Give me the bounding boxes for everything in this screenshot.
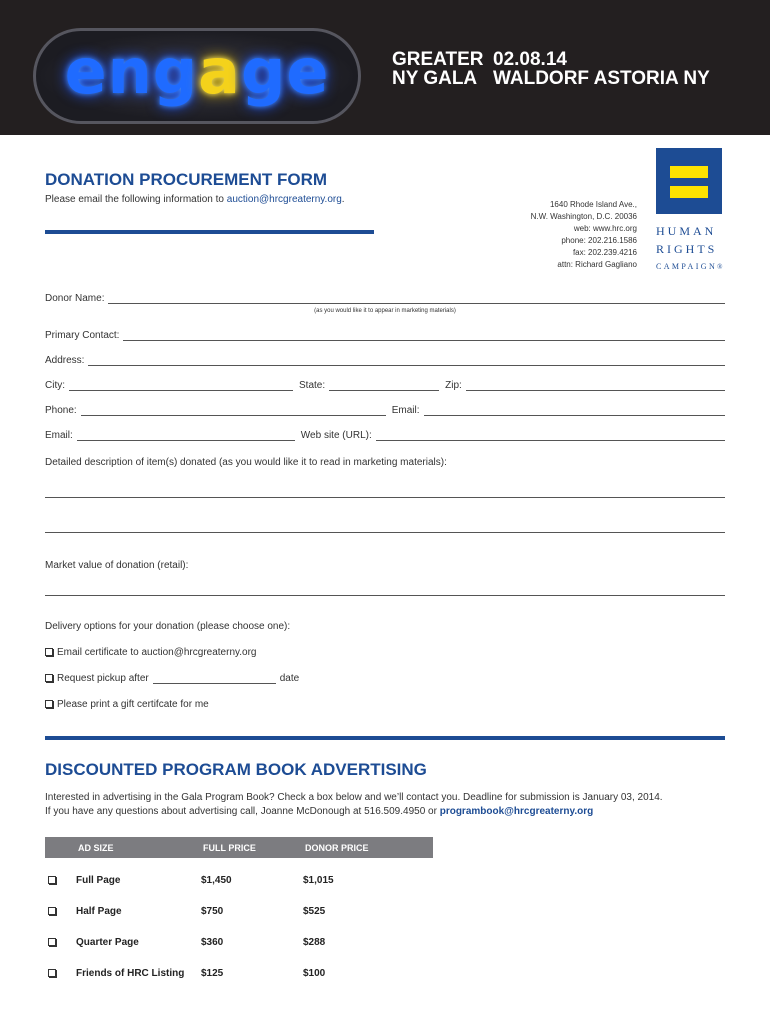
apple-icon: a [198,35,241,108]
checkbox-icon[interactable] [45,674,53,682]
gala-line2-col1: NY GALA [392,68,478,89]
delivery-option-pickup[interactable]: Request pickup after date [45,673,299,684]
email-field[interactable] [77,431,295,441]
checkbox-icon[interactable] [45,648,53,656]
market-value-label: Market value of donation (retail): [45,560,189,571]
donor-price: $1,015 [303,875,334,886]
section-divider [45,736,725,740]
delivery-option-print[interactable]: Please print a gift certifcate for me [45,699,209,710]
checkbox-icon[interactable] [48,876,56,884]
full-price: $360 [201,937,224,948]
state-label: State: [299,380,326,391]
full-price: $750 [201,906,224,917]
description-field-line-1[interactable] [45,497,725,498]
zip-label: Zip: [445,380,462,391]
ad-size: Quarter Page [76,937,139,948]
gala-date: 02.08.14 [493,49,567,70]
header-ad-size: AD SIZE [78,843,114,853]
donation-intro: Please email the following information to auction@hrcgreaterny.org. [45,194,345,205]
ad-size: Friends of HRC Listing [76,968,185,979]
checkbox-icon[interactable] [48,907,56,915]
primary-contact-label: Primary Contact: [45,330,120,341]
table-row[interactable] [45,968,433,982]
primary-contact-row [45,327,725,341]
hrc-logo-campaign: CAMPAIGN® [656,262,723,271]
gala-line1-col1: GREATER [392,49,484,70]
donor-price: $100 [303,968,326,979]
donor-price: $288 [303,937,326,948]
header-banner [0,0,770,135]
donor-name-row [45,290,725,304]
full-price: $1,450 [201,875,232,886]
city-label: City: [45,380,65,391]
checkbox-icon[interactable] [45,700,53,708]
zip-field[interactable] [466,381,725,391]
advertising-title: DISCOUNTED PROGRAM BOOK ADVERTISING [45,760,427,779]
primary-contact-field[interactable] [123,331,725,341]
advertising-line1: Interested in advertising in the Gala Program Book? Check a box below and we’ll contact you. Deadline for submission is January 03, 2014. [45,792,663,803]
table-row[interactable] [45,875,433,889]
address-field[interactable] [88,356,725,366]
hrc-address: 1640 Rhode Island Ave., N.W. Washington, D.C. 20036 web: www.hrc.org phone: 202.216.1586 fax: 202.239.4216 attn: Richard Gagliano [530,200,637,269]
email-right-field[interactable] [424,406,726,416]
advertising-line2: If you have any questions about advertising call, Joanne McDonough at 516.509.4950 or programbook@hrcgreaterny.org [45,806,594,817]
ad-size: Full Page [76,875,121,886]
email-label: Email: [45,430,73,441]
description-field-line-2[interactable] [45,532,725,533]
market-value-field[interactable] [45,595,725,596]
phone-field[interactable] [81,406,386,416]
donation-form-title: DONATION PROCUREMENT FORM [45,170,328,189]
donor-name-note: (as you would like it to appear in marketing materials) [314,308,456,314]
programbook-email-link[interactable]: programbook@hrcgreaterny.org [439,806,594,817]
delivery-heading: Delivery options for your donation (please choose one): [45,621,291,632]
phone-label: Phone: [45,405,77,416]
ad-table-header [45,837,433,858]
description-label: Detailed description of item(s) donated (as you would like it to read in marketing materials): [45,457,447,468]
address-label: Address: [45,355,85,366]
table-row[interactable] [45,937,433,951]
address-row [45,352,725,366]
gala-venue: WALDORF ASTORIA NY [493,68,710,89]
donor-name-label: Donor Name: [45,293,105,304]
engage-logo-text: engage [64,35,330,108]
hrc-logo-human: HUMAN [656,224,717,238]
engage-logo [33,28,361,124]
city-field[interactable] [69,381,293,391]
delivery-option-email[interactable]: Email certificate to auction@hrcgreaterny.org [45,647,257,658]
phone-email-row [45,402,725,416]
donor-name-field[interactable] [108,294,725,304]
pickup-date-field[interactable] [153,675,276,684]
table-row[interactable] [45,906,433,920]
header-full-price: FULL PRICE [203,843,256,853]
donor-price: $525 [303,906,326,917]
checkbox-icon[interactable] [48,938,56,946]
city-state-zip-row [45,377,725,391]
title-rule [45,230,374,234]
email-website-row [45,427,725,441]
ad-size: Half Page [76,906,122,917]
auction-email-link[interactable]: auction@hrcgreaterny.org [226,194,342,205]
header-donor-price: DONOR PRICE [305,843,369,853]
hrc-equality-logo [656,148,722,214]
full-price: $125 [201,968,224,979]
state-field[interactable] [329,381,439,391]
hrc-logo-rights: RIGHTS [656,242,718,256]
email-right-label: Email: [391,405,420,416]
website-field[interactable] [376,431,725,441]
website-label: Web site (URL): [300,430,372,441]
checkbox-icon[interactable] [48,969,56,977]
